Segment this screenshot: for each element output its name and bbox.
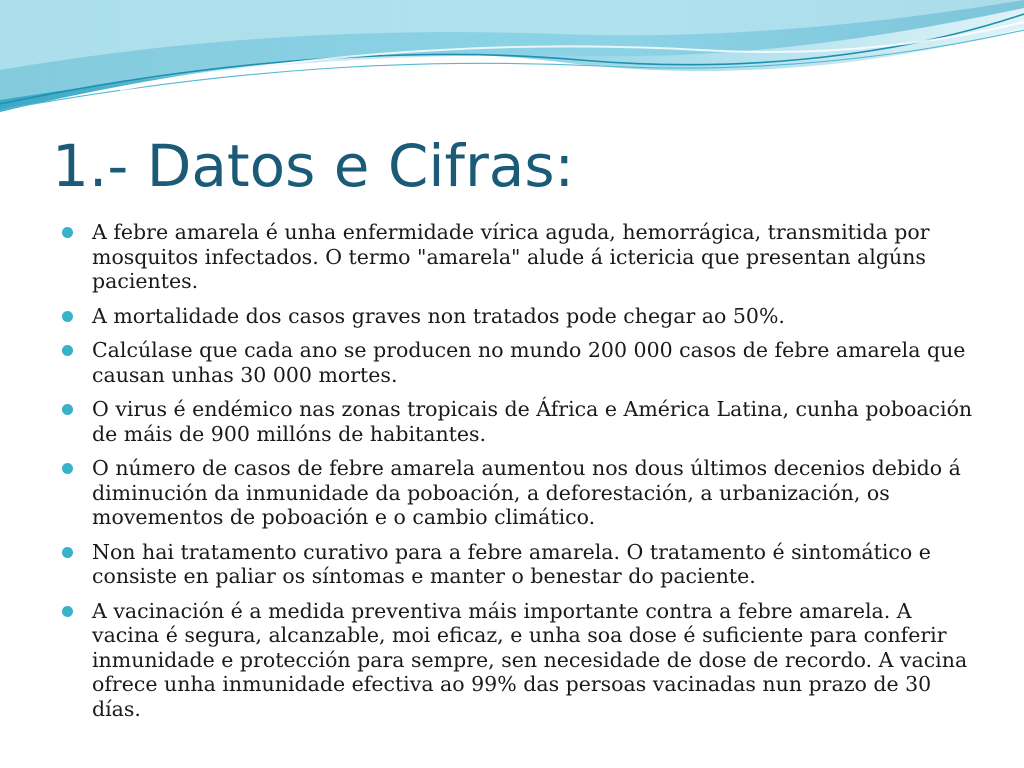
bullet-dot-icon — [62, 606, 73, 617]
bullet-list — [62, 220, 982, 731]
bullet-text: Calcúlase que cada ano se producen no mundo 200 000 casos de febre amarela que causan unhas 30 000 mortes. — [92, 338, 966, 387]
bullet-dot-icon — [62, 547, 73, 558]
slide-title: 1.- Datos e Cifras: — [52, 132, 575, 200]
bullet-text: Non hai tratamento curativo para a febre amarela. O tratamento é sintomático e consiste en paliar os síntomas e manter o benestar do paciente. — [92, 539, 931, 588]
header-wave-decoration — [0, 0, 1024, 120]
bullet-item — [62, 540, 982, 589]
bullet-item — [62, 338, 982, 387]
bullet-dot-icon — [62, 227, 73, 238]
bullet-item — [62, 456, 982, 530]
bullet-text: O virus é endémico nas zonas tropicais de África e América Latina, cunha poboación de máis de 900 millóns de habitantes. — [92, 397, 973, 446]
bullet-item — [62, 599, 982, 722]
bullet-item — [62, 397, 982, 446]
bullet-text: A febre amarela é unha enfermidade vírica aguda, hemorrágica, transmitida por mosquitos infectados. O termo "amarela" alude á ictericia que presentan algúns pacientes. — [92, 220, 930, 293]
bullet-dot-icon — [62, 463, 73, 474]
bullet-text: O número de casos de febre amarela aumentou nos dous últimos decenios debido á diminución da inmunidade da poboación, a deforestación, a urbanización, os movementos de poboación e o cambio climático. — [92, 456, 961, 529]
bullet-dot-icon — [62, 345, 73, 356]
bullet-item — [62, 220, 982, 294]
bullet-text: A mortalidade dos casos graves non tratados pode chegar ao 50%. — [92, 303, 785, 328]
bullet-item — [62, 304, 982, 329]
bullet-dot-icon — [62, 404, 73, 415]
bullet-dot-icon — [62, 311, 73, 322]
bullet-text: A vacinación é a medida preventiva máis importante contra a febre amarela. A vacina é segura, alcanzable, moi eficaz, e unha soa dose é suficiente para conferir inmunidade e protección para sempre, sen necesidade de dose de recordo. A vacina ofrece unha inmunidade efectiva ao 99% das persoas vacinadas nun prazo de 30 días. — [92, 598, 968, 721]
